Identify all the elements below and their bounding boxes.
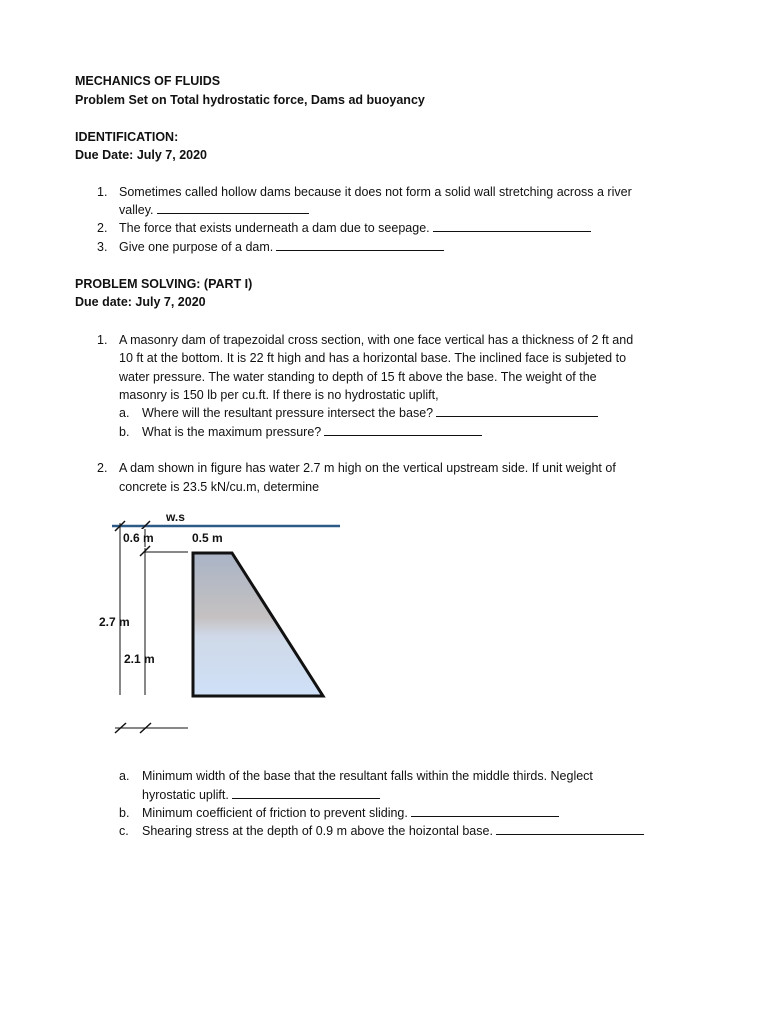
sub-letter: a.: [119, 769, 130, 783]
problem-text-line: A dam shown in figure has water 2.7 m high on the vertical upstream side. If unit weight of: [119, 461, 616, 475]
problem-text-line: water pressure. The water standing to depth of 15 ft above the base. The weight of the: [119, 370, 597, 384]
sub-question-text: Minimum coefficient of friction to prevent sliding.: [142, 806, 408, 820]
item-number: 3.: [97, 240, 108, 254]
sub-question-text: Minimum width of the base that the resultant falls within the middle thirds. Neglect: [142, 769, 593, 783]
dimension-label-top-width: 0.5 m: [192, 531, 223, 545]
sub-letter: c.: [119, 824, 129, 838]
item-text: Give one purpose of a dam.: [119, 240, 274, 254]
problem-solving-heading: PROBLEM SOLVING: (PART I): [75, 277, 253, 291]
sub-question-text: Where will the resultant pressure intersect the base?: [142, 406, 434, 420]
item-number: 1.: [97, 185, 108, 199]
sub-letter: b.: [119, 425, 130, 439]
dimension-label-total-height: 2.7 m: [99, 615, 130, 629]
problem-number: 2.: [97, 461, 108, 475]
item-number: 2.: [97, 221, 108, 235]
answer-blank[interactable]: [496, 822, 644, 835]
sub-question: [142, 786, 380, 804]
problem-text-line: masonry is 150 lb per cu.ft. If there is no hydrostatic uplift,: [119, 388, 439, 402]
identification-heading: IDENTIFICATION:: [75, 130, 179, 144]
sub-question-text-2: hyrostatic uplift.: [142, 788, 229, 802]
problem-solving-due-date: Due date: July 7, 2020: [75, 295, 206, 309]
problem-text-line: concrete is 23.5 kN/cu.m, determine: [119, 480, 320, 494]
answer-blank[interactable]: [324, 423, 482, 436]
problem-number: 1.: [97, 333, 108, 347]
item-text-2: valley.: [119, 203, 154, 217]
item-text-line: [119, 219, 591, 237]
document-subtitle: Problem Set on Total hydrostatic force, Dams ad buoyancy: [75, 93, 425, 107]
sub-question: [142, 822, 644, 840]
sub-letter: a.: [119, 406, 130, 420]
item-text: Sometimes called hollow dams because it does not form a solid wall stretching across a river: [119, 185, 632, 199]
answer-blank[interactable]: [232, 786, 380, 799]
answer-blank[interactable]: [276, 238, 444, 251]
dimension-label-top-offset: 0.6 m: [123, 531, 154, 545]
dam-cross-section: [193, 553, 323, 696]
item-text-cont: [119, 201, 309, 219]
dam-figure: [90, 505, 360, 740]
problem-text-line: A masonry dam of trapezoidal cross section, with one face vertical has a thickness of 2 ft and: [119, 333, 634, 347]
problem-text-line: 10 ft at the bottom. It is 22 ft high and has a horizontal base. The inclined face is subjeted to: [119, 351, 627, 365]
answer-blank[interactable]: [436, 404, 598, 417]
identification-due-date: Due Date: July 7, 2020: [75, 148, 208, 162]
sub-question-text: Shearing stress at the depth of 0.9 m above the hoizontal base.: [142, 824, 493, 838]
dimension-label-dam-height: 2.1 m: [124, 652, 155, 666]
answer-blank[interactable]: [433, 219, 591, 232]
water-surface-label: w.s: [166, 510, 185, 524]
item-text: The force that exists underneath a dam due to seepage.: [119, 221, 430, 235]
sub-question: [142, 804, 559, 822]
sub-question-text: What is the maximum pressure?: [142, 425, 322, 439]
answer-blank[interactable]: [411, 804, 559, 817]
sub-question: [142, 423, 482, 441]
document-title: MECHANICS OF FLUIDS: [75, 74, 221, 88]
sub-question: [142, 404, 598, 422]
answer-blank[interactable]: [157, 201, 309, 214]
item-text-line: [119, 238, 444, 256]
sub-letter: b.: [119, 806, 130, 820]
